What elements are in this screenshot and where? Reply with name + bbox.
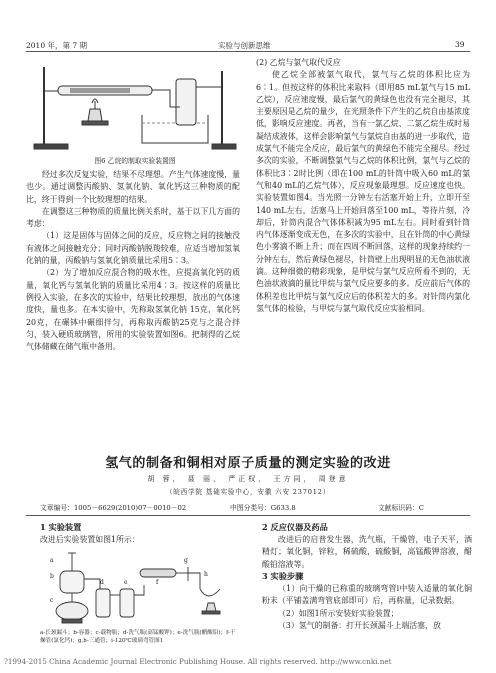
article-meta-rule	[26, 515, 470, 516]
section-3-heading: 3 实验步骤	[262, 571, 304, 581]
step-1: （1）向干燥的已称重的玻璃弯管i中装入适量的氧化铜粉末（平铺盖满弯管底部即可）后，再称量，记录数据。	[262, 584, 472, 606]
fig-label-a: a	[50, 557, 54, 564]
header-journal-name: 实验与创新思维	[218, 41, 271, 50]
fig-label-d: d	[100, 579, 104, 586]
document-code: 文献标识码：C	[378, 504, 424, 512]
step-3: （3）氢气的制备：打开长颈漏斗上端活塞，放	[278, 620, 441, 630]
article-authors: 胡 蓉， 聂 丽， 严正权， 王方同， 周登意	[147, 475, 349, 483]
figure-1-caption: a-长颈漏斗；b-容器；c-载物瓶；d-洗气瓶(高锰酸钾)；e-洗气瓶(醋酸铅)；f-干燥管(氯化钙)；g,h-三通管；i-120℃玻璃弯管图1	[40, 630, 236, 644]
fig-label-h: h	[204, 571, 208, 578]
left-paragraph-3: （1）这是固体与固体之间的反应，反应物之间的接触没有液体之间接触充分；同时丙酸钠脱羧较难，应适当增加氢氧化钠的量，丙酸钠与氢氧化钠质量比采用5∶3。	[26, 231, 240, 266]
header-page-number: 39	[455, 40, 465, 49]
left-column-text	[26, 169, 240, 353]
fig-label-e: e	[124, 579, 128, 586]
section-2-text: 改进后的启普发生器，洗气瓶，干燥管，电子天平，酒精灯；氧化铜，锌粒，稀硫酸，硫酸铜，高锰酸钾溶液，醋酸铅溶液等。	[262, 535, 472, 569]
right-subheading: (2) 乙烷与氯气取代反应	[256, 58, 341, 67]
left-paragraph-4: （2）为了增加反应混合物的吸水性，应提高氧化钙的质量，氧化钙与氢氧化钠的质量比采用4∶3。按这样的质量比例投入实验，在多次的实验中，结果比较理想，放出的气体速度快，量也多。在本实验中，先称取氢氧化钠 15克，氧化钙20克，在碾钵中碾细拌匀，再称取丙酸钠25克与之混合拌匀，装入硬质玻璃管，所用的实验装置如图6。把制得的乙烷气体储藏在储气瓶中备用。	[26, 268, 240, 352]
copyright-footer: ?1994-2015 China Academic Journal Electronic Publishing House. All rights reserved. http://www.cnki.net	[4, 657, 392, 666]
article-number: 文章编号：1005－6629(2010)07－0010－02	[40, 504, 187, 512]
article-title: 氢气的制备和铜相对原子质量的测定实验的改进	[105, 456, 391, 471]
right-paragraph-1: 使乙烷全部被氯气取代，氯气与乙烷的体积比应为6∶1。但按这样的体积比来取料（即用85 mL氯气与15 mL乙烷），反应速度慢，最后氯气的黄绿色也没有完全褪尽，其主要原因是乙烷的量少，在光照条件下产生的乙烷自由基浓度低，影响反应速度。再者，当有一氯乙烷、二氯乙烷生成时易凝结成液体，这样会影响氯气与氯烷自由基的进一步取代，造成氯气不能完全反应，最后氯气的黄绿色不能完全褪尽。经过多次的实验，不断调整氯气与乙烷的体积比例，氯气与乙烷的体积比3∶2时比例（即在100 mL的针筒中吸入60 mL的氯气和40 mL的乙烷气体），反应现象最理想。反应速度也快。实验装置如图4。当光照一分钟左右活塞开始上升，立即开至140 mL左右，活塞马上开始回落至100 mL，等待片刻，冷却后，针筒内混合气体体积减为95 mL左右。同时看到针筒内气体逐渐变成无色，在多次的实验中，且在针筒的中心黄绿色小雾滴不断上升；而在四周不断回落，这样的现象持续约一分钟左右，然后黄绿色褪尽，针筒壁上出现明显的无色油状液滴。这种细微的精彩现象，是甲烷与氯气反应所看不到的，无色油状液滴的量比甲烷与氯气反应要多的多。反应前后气体的体积差也比甲烷与氯气反应后的体积差大的多。对针筒内氯化氢气体的检验，与甲烷与氯气取代反应实验相同。	[256, 70, 470, 313]
figure-1-kipp-apparatus	[38, 549, 244, 627]
fig-label-b: b	[50, 573, 54, 580]
article-affiliation: （皖西学院 基础实验中心，安徽 六安 237012）	[165, 488, 331, 496]
figure-6-caption: 图6 乙烷的制取实验装置图	[94, 157, 176, 165]
fig-label-c: c	[50, 597, 54, 604]
kipp-apparatus-drawing	[38, 549, 244, 627]
section-3-steps	[262, 583, 472, 632]
fig-label-g: g	[184, 557, 188, 564]
right-column-text	[256, 57, 470, 315]
figure-6-ethane-apparatus	[30, 57, 240, 153]
left-paragraph-2: 在调整这三种物质的质量比例关系时，基于以下几方面的考虑：	[26, 206, 240, 229]
header-rule	[26, 51, 470, 52]
apparatus-drawing	[30, 57, 240, 153]
section-1-heading: 1 实验装置	[40, 522, 82, 532]
header-journal-issue: 2010 年，第 7 期	[26, 41, 88, 50]
section-1-text: 改进后实验装置如图1所示：	[40, 535, 140, 544]
left-paragraph-1: 经过多次反复实验，结果不尽理想。产生气体速度慢，量也少。通过调整丙酸钠、氢氧化钠、氧化钙这三种物质的配比，终于得到一个比较理想的结果。	[26, 170, 240, 204]
section-2-heading: 2 反应仪器及药品	[262, 522, 328, 532]
fig-label-f: f	[156, 579, 159, 586]
clc-number: 中图分类号：G633.8	[230, 504, 296, 512]
step-2: （2）如图1所示安装好实验装置；	[278, 608, 399, 618]
